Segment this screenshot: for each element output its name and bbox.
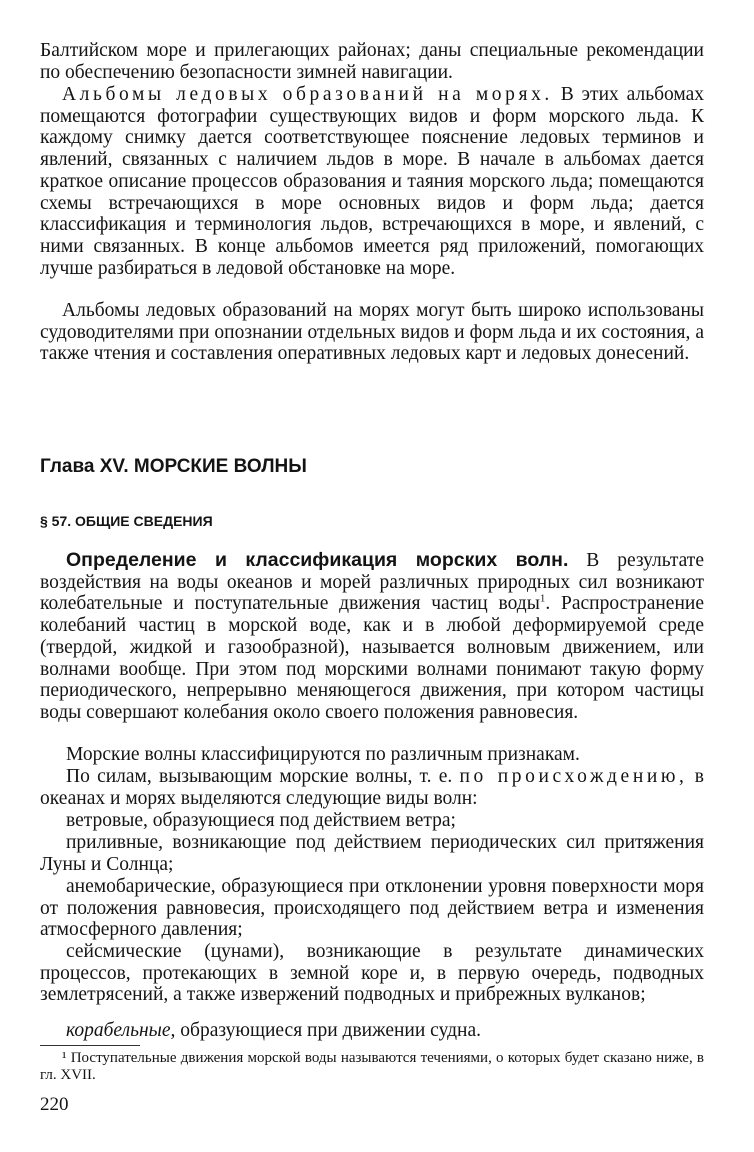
paragraph-albums-usage (40, 300, 704, 365)
paragraph-text: . Распространение колебаний частиц в морской воде, как и в любой деформируемой среде (твердой, жидкой и газообразной), называется волновым движением, или волнами вообще. При этом под морскими волнами понимают такую форму периодического, непрерывно меняющегося движения, при котором частицы воды совершают колебания около своего положения равновесия. (40, 593, 704, 723)
footnote-marker: 1 (539, 592, 546, 605)
paragraph-text: Альбомы ледовых образований на морях могут быть широко использованы судоводителями при опознании отдельных видов и форм льда и их состояния, а также чтения и составления оперативных ледовых карт и ледовых донесений. (40, 300, 704, 365)
footnote: ¹ Поступательные движения морской воды называются течениями, о которых будет сказано ниже, в гл. XVII. (40, 1050, 704, 1083)
paragraph-text: Балтийском море и прилегающих районах; даны специальные рекомендации по обеспечению безопасности зимней навигации. (40, 40, 704, 83)
spaced-heading-run: Альбомы ледовых образований на морях. (62, 84, 553, 105)
chapter-title: МОРСКИЕ ВОЛНЫ (133, 456, 307, 477)
paragraph-text: Морские волны классифицируются по различным признакам. (66, 744, 580, 765)
page-number: 220 (40, 1094, 69, 1115)
paragraph-text: сейсмические (цунами), возникающие в результате динамических процессов, протекающих в земной коре и, в первую очередь, подводных землетрясений, а также извержений подводных и прибрежных вулканов; (40, 941, 704, 1006)
list-item-ship-waves (40, 1020, 704, 1042)
paragraph-text: В этих альбомах помещаются фотографии существующих видов и форм морского льда. К каждому снимку дается соответствующее пояснение ледовых терминов и явлений, связанных с наличием льдов в море. В начале в альбомах дается краткое описание процессов образования и таяния морского льда; помещаются схемы встречающихся в море основных видов и форм льда; дается классификация и терминология льдов, встречающихся в море, и явлений, с ними связанных. В конце альбомов имеется ряд приложений, помогающих лучше разбираться в ледовой обстановке на море. (40, 84, 705, 279)
list-item-anemobaric-waves (40, 876, 704, 941)
footnote-divider (40, 1045, 140, 1046)
section-heading: § 57. ОБЩИЕ СВЕДЕНИЯ (40, 513, 213, 529)
paragraph-text: образующиеся при движении судна. (175, 1020, 481, 1041)
paragraph-wave-definition (40, 550, 704, 724)
paragraph-ice-albums (40, 84, 704, 279)
paragraph-text: ветровые, образующиеся под действием ветра; (66, 810, 456, 831)
paragraph-text: приливные, возникающие под действием периодических сил притяжения Луны и Солнца; (40, 832, 704, 875)
paragraph-text: анемобарические, образующиеся при отклонении уровня поверхности моря от положения равновесия, происходящего под действием ветра и изменения атмосферного давления; (40, 876, 704, 941)
paragraph-text: в океанах и морях выделяются следующие виды волн: (40, 766, 704, 809)
chapter-heading (40, 456, 307, 478)
paragraph-by-origin (40, 766, 704, 809)
italic-term: корабельные, (66, 1020, 176, 1041)
chapter-number: Глава XV. (40, 456, 129, 477)
paragraph-text: По силам, вызывающим морские волны, т. е. (66, 766, 460, 787)
run-in-heading: Определение и классификация морских волн. (66, 549, 569, 571)
list-item-wind-waves (40, 810, 704, 832)
list-item-tidal-waves (40, 832, 704, 875)
paragraph-baltic (40, 40, 704, 83)
paragraph-text: В результате воздействия на воды океанов и морей различных природных сил возникают колебательные и поступательные движения частиц воды (40, 550, 704, 615)
paragraph-classification (40, 744, 704, 766)
list-item-seismic-waves (40, 941, 704, 1006)
spaced-term: по происхождению, (459, 766, 688, 787)
